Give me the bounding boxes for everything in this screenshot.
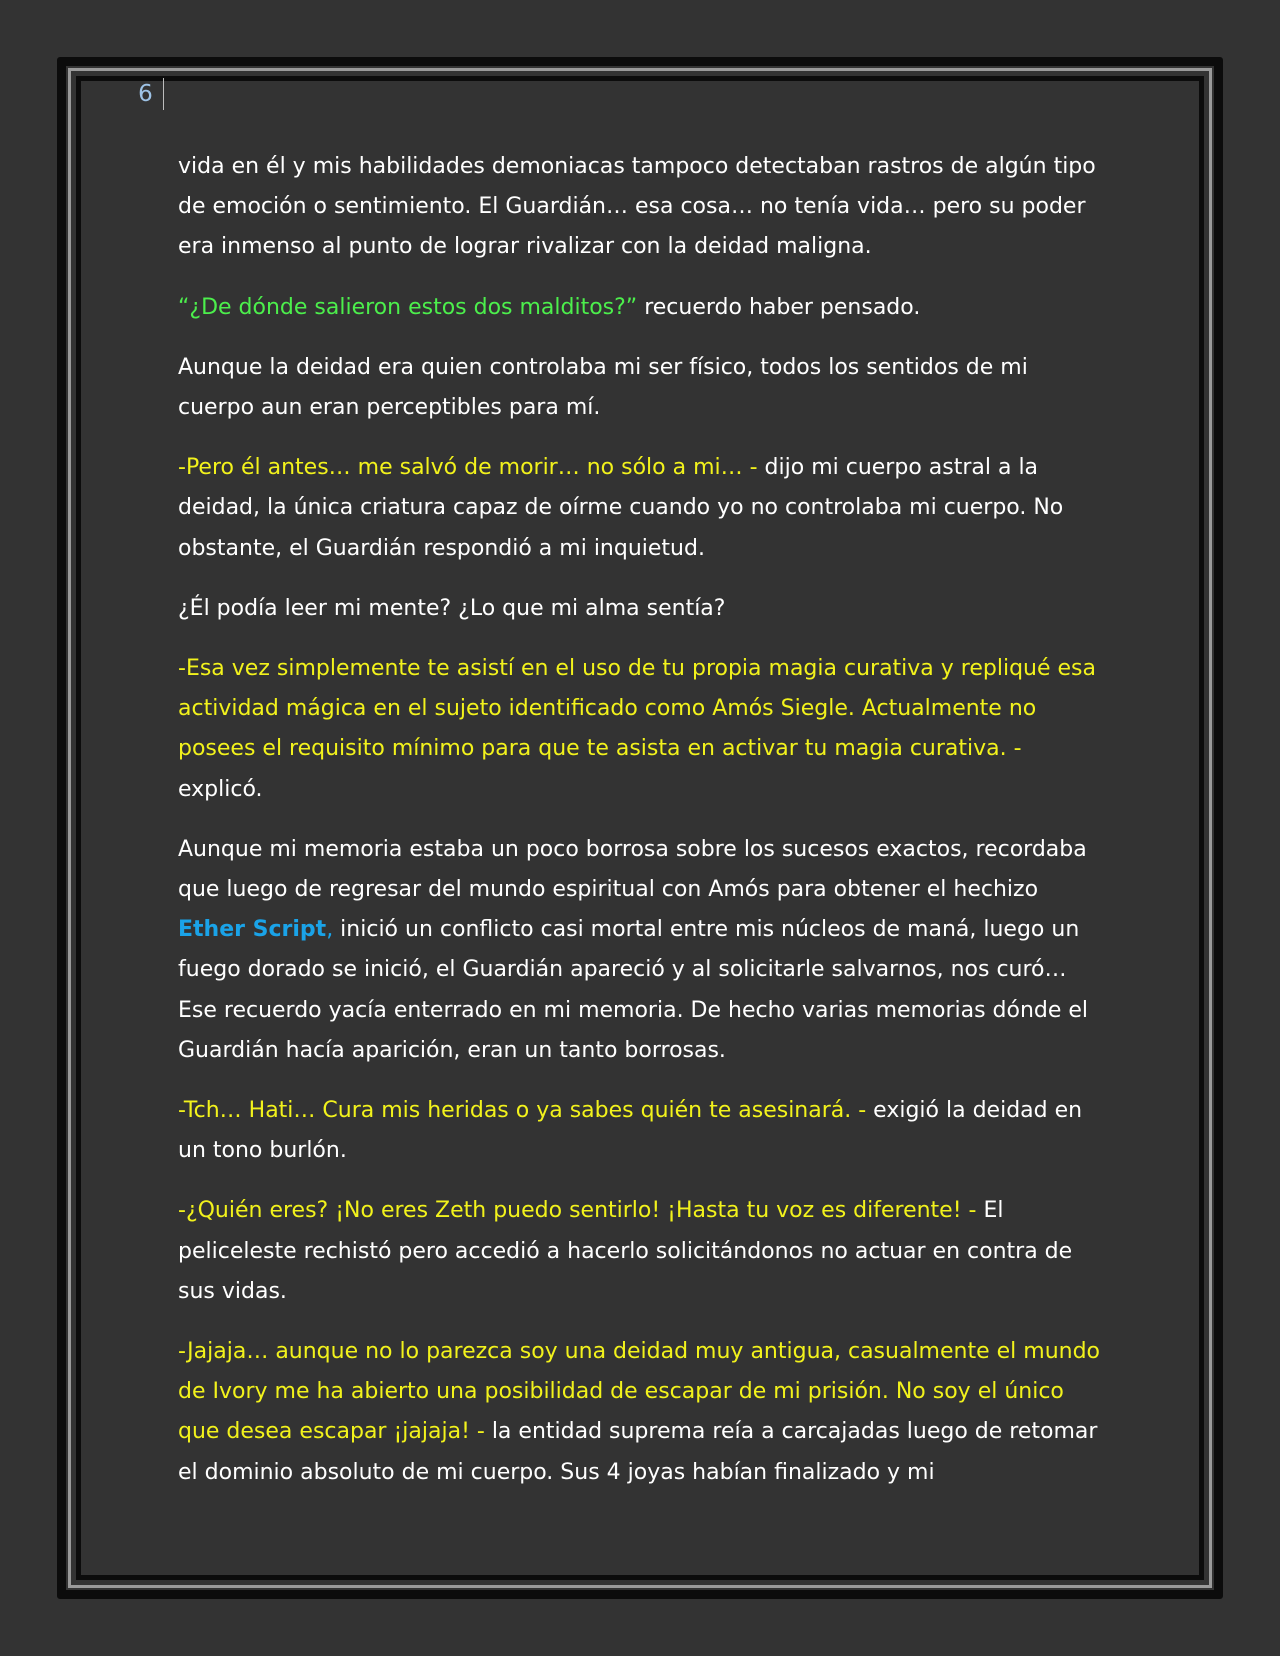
paragraph xyxy=(178,147,1108,268)
page-content xyxy=(178,147,1108,1513)
paragraph xyxy=(178,348,1108,428)
page-number: 6 xyxy=(128,78,164,110)
narration-text: explicó. xyxy=(178,776,263,802)
paragraph xyxy=(178,649,1108,810)
dialogue-text: -Pero él antes… me salvó de morir… no sólo a mi… - xyxy=(178,455,758,481)
narration-text: la entidad suprema reía a carcajadas luego de retomar el dominio absoluto de mi cuerpo. Sus 4 joyas habían finalizado y mi xyxy=(178,1419,1098,1485)
spell-name-wrapper xyxy=(178,917,326,942)
narration-text: Aunque la deidad era quien controlaba mi ser físico, todos los sentidos de mi cuerpo aun eran perceptibles para mí. xyxy=(178,354,1028,421)
dialogue-text: -¿Quién eres? ¡No eres Zeth puedo sentirlo! ¡Hasta tu voz es diferente! - xyxy=(178,1198,977,1224)
narration-text: exigió la deidad en un tono burlón. xyxy=(178,1098,1083,1164)
narration-text: recuerdo haber pensado. xyxy=(637,294,921,320)
narration-text: dijo mi cuerpo astral a la deidad, la única criatura capaz de oírme cuando yo no controlaba mi cuerpo. No obstante, el Guardián respondió a mi inquietud. xyxy=(178,455,1064,561)
narration-text: El peliceleste rechistó pero accedió a hacerlo solicitándonos no actuar en contra de sus vidas. xyxy=(178,1198,1073,1304)
paragraph xyxy=(178,1191,1108,1312)
narration-text: ¿Él podía leer mi mente? ¿Lo que mi alma sentía? xyxy=(178,595,726,621)
narration-text: Aunque mi memoria estaba un poco borrosa sobre los sucesos exactos, recordaba que luego de regresar del mundo espiritual con Amós para obtener el hechizo xyxy=(178,836,1087,903)
paragraph xyxy=(178,288,1108,328)
paragraph xyxy=(178,448,1108,569)
spell-name: Ether Script xyxy=(178,917,327,943)
paragraph xyxy=(178,1091,1108,1171)
narration-text: inició un conflicto casi mortal entre mis núcleos de maná, luego un fuego dorado se inició, el Guardián apareció y al solicitarle salvarnos, nos curó… Ese recuerdo yacía enterrado en mi memoria. De hecho varias memorias dónde el Guardián hacía aparición, eran un tanto borrosas. xyxy=(178,917,1089,1063)
thought-text: “¿De dónde salieron estos dos malditos?” xyxy=(178,294,638,320)
paragraph xyxy=(178,830,1108,1071)
spell-comma: , xyxy=(326,917,334,943)
dialogue-text: -Tch… Hati… Cura mis heridas o ya sabes quién te asesinará. - xyxy=(178,1098,867,1124)
narration-text: vida en él y mis habilidades demoniacas tampoco detectaban rastros de algún tipo de emoción o sentimiento. El Guardián… esa cosa… no tenía vida… pero su poder era inmenso al punto de lograr rivalizar con la deidad maligna. xyxy=(178,154,1096,260)
dialogue-text: -Esa vez simplemente te asistí en el uso de tu propia magia curativa y repliqué esa actividad mágica en el sujeto identificado como Amós Siegle. Actualmente no posees el requisito mínimo para que te asista en activar tu magia curativa. - xyxy=(178,656,1096,762)
dialogue-text: -Jajaja… aunque no lo parezca soy una deidad muy antigua, casualmente el mundo de Ivory me ha abierto una posibilidad de escapar de mi prisión. No soy el único que desea escapar ¡jajaja! - xyxy=(178,1339,1101,1445)
paragraph xyxy=(178,1332,1108,1493)
paragraph xyxy=(178,589,1108,629)
